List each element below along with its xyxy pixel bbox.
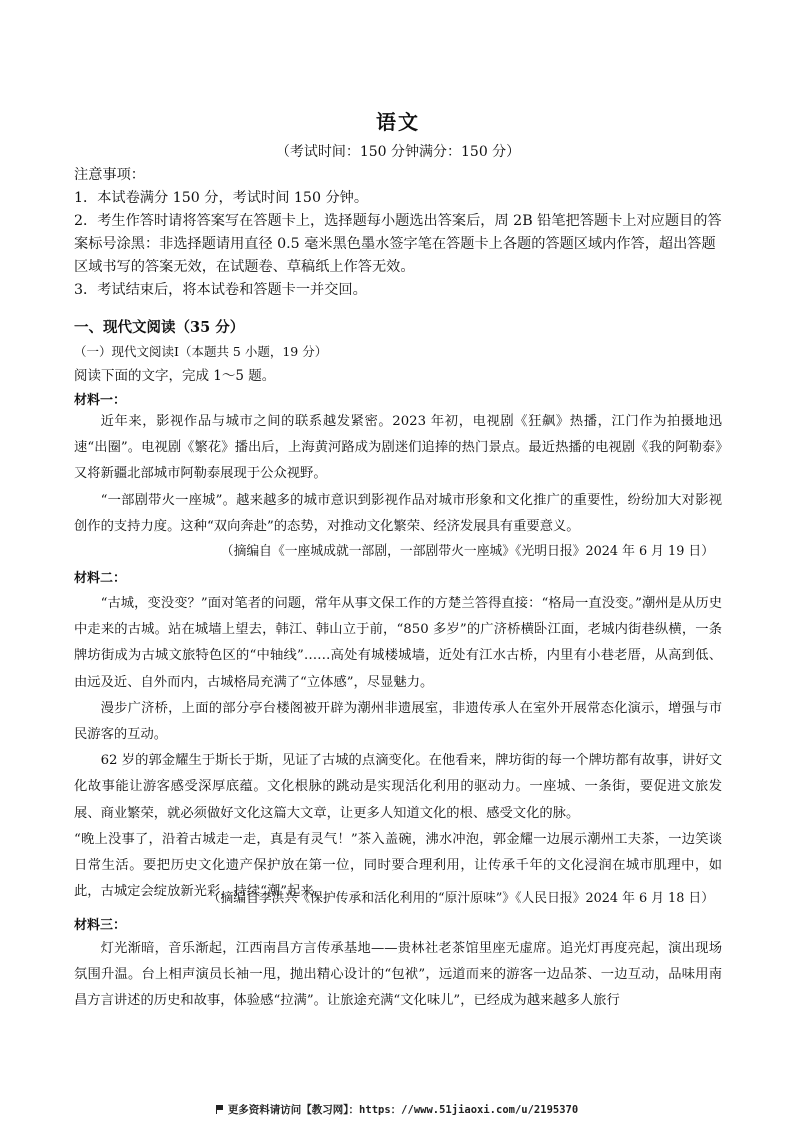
material-text (74, 936, 722, 1015)
material-text (74, 409, 722, 540)
footer-text[interactable]: 更多资料请访问【教习网】：https：//www.51jiaoxi.com/u/2195370 (227, 1104, 579, 1116)
section-heading: 一、现代文阅读（35 分） (74, 319, 245, 336)
reading-instruction: 阅读下面的文字，完成 1～5 题。 (74, 368, 276, 384)
flag-icon (216, 1105, 224, 1114)
notice-item: 1．本试卷满分 150 分，考试时间 150 分钟。 (74, 190, 369, 206)
source-citation: （摘编自李洪兴《保护传承和活化利用的“原汁原味”》《人民日报》2024 年 6 月 18 日） (207, 891, 714, 906)
notice-heading: 注意事项： (74, 167, 145, 183)
footer-link[interactable] (0, 1102, 794, 1117)
notice-section (74, 164, 722, 302)
notice-item: 2．考生作答时请将答案写在答题卡上，选择题每小题选出答案后，周 2B 铅笔把答题卡上对应题目的答案标号涂黑：非选择题请用直径 0.5 毫米黑色墨水签字笔在答题卡上各题的答题区域内作答，超出答题区域书写的答案无效，在试题卷、草稿纸上作答无效。 (74, 213, 722, 275)
paragraph: “晚上没事了，沿着古城走一走，真是有灵气！”茶入盖碗，沸水冲泡，郭金耀一边展示潮州工夫茶，一边笑谈日常生活。要把历史文化遗产保护放在第一位，同时要合理利用，让传承千年的文化浸润在城市肌理中，如此，古城定会绽放新光彩，持续“潮”起来。 (74, 831, 722, 900)
material-text (74, 591, 722, 905)
paragraph: “古城，变没变？”面对笔者的问题，常年从事文保工作的方楚兰答得直接：“格局一直没变。”潮州是从历史中走来的古城。站在城墙上望去，韩江、韩山立于前，“850 多岁”的广济桥横卧江面，老城内街巷纵横，一条牌坊街成为古城文旅特色区的“中轴线”……高处有城楼城墙，近处有江水古桥，内里有小巷老厝，从高到低、由远及近、自外而内，古城格局充满了“立体感”，尽显魅力。 (74, 596, 722, 690)
paragraph: “一部剧带火一座城”。越来越多的城市意识到影视作品对城市形象和文化推广的重要性，纷纷加大对影视创作的支持力度。这种“双向奔赴”的态势，对推动文化繁荣、经济发展具有重要意义。 (74, 492, 722, 534)
material-label: 材料二： (74, 571, 127, 586)
paragraph: 近年来，影视作品与城市之间的联系越发紧密。2023 年初，电视剧《狂飙》热播，江门作为拍摄地迅速“出圈”。电视剧《繁花》播出后，上海黄河路成为剧迷们追捧的热门景点。最近热播的电视剧《我的阿勒泰》又将新疆北部城市阿勒泰展现于公众视野。 (74, 414, 722, 482)
notice-item: 3．考试结束后，将本试卷和答题卡一并交回。 (74, 282, 367, 298)
page-title: 语文 (376, 110, 420, 134)
paragraph: 灯光渐暗，音乐渐起，江西南昌方言传承基地——贵林社老茶馆里座无虚席。追光灯再度亮起，演出现场氛围升温。台上相声演员长袖一甩，抛出精心设计的“包袱”，远道而来的游客一边品茶、一边互动，品味用南昌方言讲述的历史和故事，体验感“拉满”。让旅途充满“文化味儿”，已经成为越来越多人旅行 (74, 941, 722, 1009)
exam-info: （考试时间：150 分钟满分：150 分） (275, 144, 521, 160)
paragraph: 漫步广济桥，上面的部分亭台楼阁被开辟为潮州非遗展室，非遗传承人在室外开展常态化演示，增强与市民游客的互动。 (74, 700, 722, 743)
source-citation: （摘编自《一座城成就一部剧，一部剧带火一座城》《光明日报》2024 年 6 月 19 日） (220, 544, 714, 559)
subsection-heading: （一）现代文阅读Ⅰ（本题共 5 小题，19 分） (74, 344, 328, 359)
material-label: 材料三： (74, 918, 127, 933)
paragraph: 62 岁的郭金耀生于斯长于斯，见证了古城的点滴变化。在他看来，牌坊街的每一个牌坊都有故事，讲好文化故事能让游客感受深厚底蕴。文化根脉的跳动是实现活化利用的驱动力。一座城、一条街，要促进文旅发展、商业繁荣，就必须做好文化这篇大文章，让更多人知道文化的根、感受文化的脉。 (74, 753, 722, 821)
material-label: 材料一： (74, 393, 127, 408)
